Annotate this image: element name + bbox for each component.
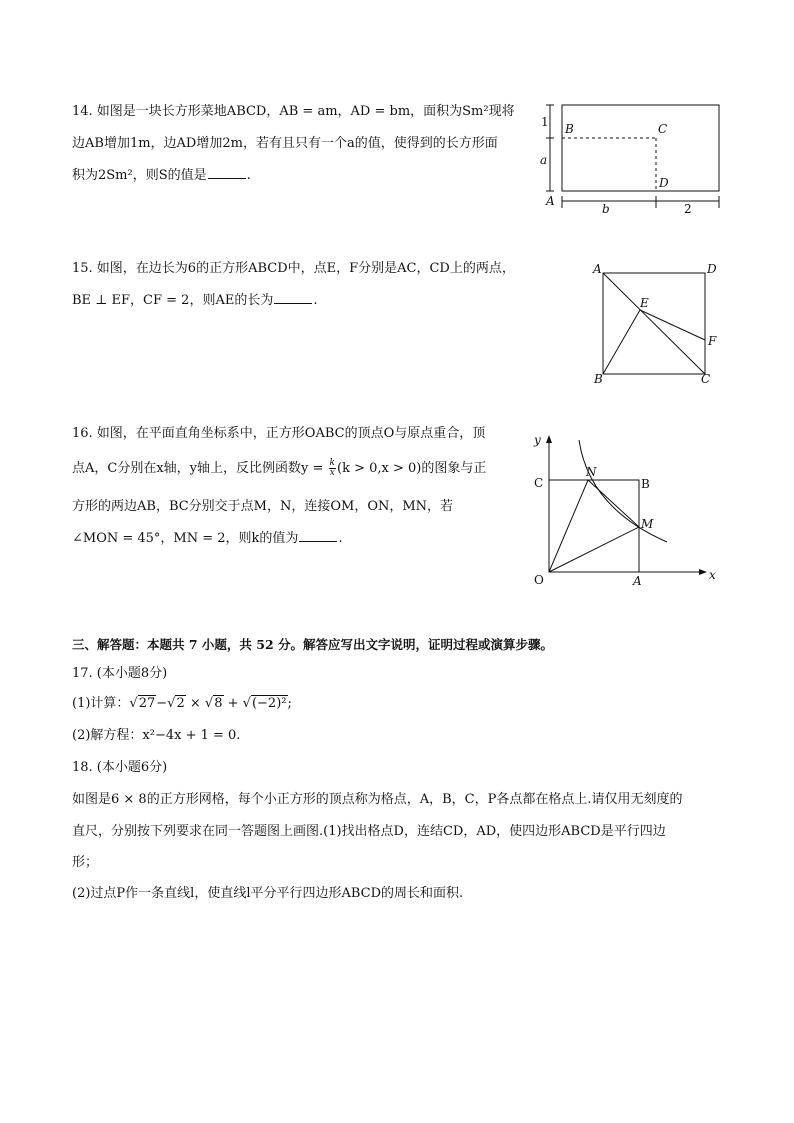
q14-line-2: 边AB增加1m，边AD增加2m，若有且只有一个a的值，使得到的长方形面 [72, 136, 498, 151]
minus-sign: − [156, 696, 168, 711]
q18-line-2: 直尺，分别按下列要求在同一答题图上画图.(1)找出格点D，连结CD，AD，使四边形ABCD是平行四边 [72, 824, 666, 839]
section-3-heading: 三、解答题：本题共 7 小题，共 52 分。解答应写出文字说明，证明过程或演算步骤。 [72, 637, 554, 652]
q16-line-3: 方形的两边AB，BC分别交于点M，N，连接OM，ON，MN，若 [72, 499, 454, 514]
sqrt-neg2-squared: (−2)² [251, 696, 287, 711]
label-N: N [586, 465, 597, 479]
q14-figure [538, 100, 728, 215]
times-sign: × [189, 696, 201, 711]
q17-part-1-prefix: (1)计算： [72, 696, 130, 711]
q14-line-3 [72, 165, 251, 186]
q14-line-1: 14. 如图是一块长方形菜地ABCD，AB = am，AD = bm，面积为Sm²现将 [72, 104, 515, 119]
label-M: M [641, 517, 654, 531]
answer-blank[interactable] [208, 165, 246, 179]
q15-line-1: 15. 如图，在边长为6的正方形ABCD中，点E，F分别是AC，CD上的两点， [72, 261, 515, 276]
q16-line-4-prefix: ∠MON = 45°，MN = 2，则k的值为 [72, 531, 299, 546]
label-b: b [602, 202, 610, 216]
q18-line-4: (2)过点P作一条直线l，使直线l平分平行四边形ABCD的周长和面积. [72, 886, 464, 901]
label-E: E [640, 296, 649, 310]
q16-line-4 [72, 528, 343, 549]
label-B: B [565, 122, 574, 136]
answer-blank[interactable] [299, 528, 337, 542]
q16-line-2-suffix: (k > 0,x > 0)的图象与正 [337, 461, 487, 476]
label-A: A [546, 194, 555, 208]
fraction-denominator: x [329, 468, 335, 478]
label-D: D [659, 176, 669, 190]
label-D: D [707, 262, 717, 276]
q18-title: 18. (本小题6分) [72, 760, 168, 775]
q18-line-1: 如图是6 × 8的正方形网格，每个小正方形的顶点称为格点，A，B，C，P各点都在格点上.请仅用无刻度的 [72, 792, 683, 807]
q16-line-2-prefix: 点A，C分别在x轴，y轴上，反比例函数y = [72, 461, 324, 476]
q15-figure [590, 262, 720, 387]
label-C: C [658, 122, 668, 136]
fraction-numerator: k [329, 458, 335, 468]
label-x: x [709, 568, 716, 582]
fraction-k-over-x [329, 459, 336, 478]
q17-part-2: (2)解方程：x²−4x + 1 = 0. [72, 728, 241, 743]
plus-sign: + [227, 696, 239, 711]
q17-title: 17. (本小题8分) [72, 666, 168, 681]
q17-part-1-end: ; [287, 696, 292, 711]
label-y: y [534, 433, 541, 447]
q14-line-3-suffix: . [246, 168, 251, 183]
q16-line-1: 16. 如图，在平面直角坐标系中，正方形OABC的顶点O与原点重合，顶 [72, 426, 486, 441]
label-F: F [708, 334, 717, 348]
q16-line-2 [72, 459, 486, 479]
label-B: B [641, 477, 650, 491]
q14-line-3-prefix: 积为2Sm²，则S的值是 [72, 168, 207, 183]
label-C: C [534, 476, 544, 490]
label-2: 2 [684, 202, 692, 216]
label-B: B [594, 372, 603, 386]
q15-line-2-suffix: . [313, 293, 318, 308]
label-a: a [540, 153, 548, 167]
label-C: C [701, 372, 711, 386]
label-1: 1 [541, 115, 549, 129]
q16-figure [527, 428, 727, 593]
label-A: A [633, 574, 642, 588]
sqrt-8: 8 [214, 696, 223, 711]
label-A: A [593, 262, 602, 276]
label-O: O [534, 573, 544, 587]
q15-line-2 [72, 290, 317, 311]
q15-line-2-prefix: BE ⊥ EF，CF = 2，则AE的长为 [72, 293, 274, 308]
sqrt-27: 27 [138, 696, 156, 711]
q16-line-4-suffix: . [338, 531, 343, 546]
answer-blank[interactable] [274, 290, 312, 304]
sqrt-2: 2 [176, 696, 185, 711]
q18-line-3: 形； [72, 855, 99, 870]
q17-part-1: (1)计算：√27−√2 × √8 + √(−2)²; [72, 696, 292, 711]
